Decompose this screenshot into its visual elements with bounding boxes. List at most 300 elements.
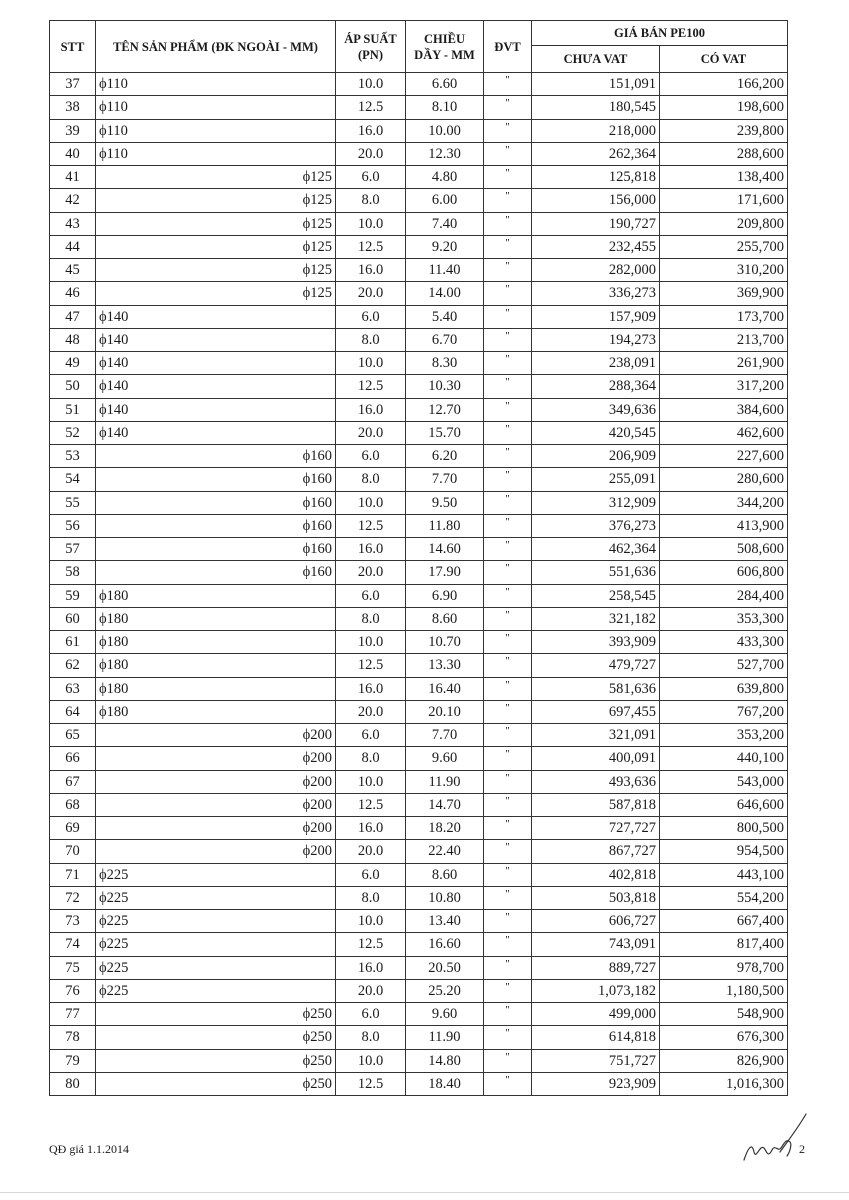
row-unit: " bbox=[484, 979, 532, 1002]
row-stt: 46 bbox=[50, 282, 96, 305]
row-stt: 44 bbox=[50, 235, 96, 258]
row-pressure: 20.0 bbox=[336, 421, 406, 444]
row-price-vat: 261,900 bbox=[660, 352, 788, 375]
row-product-name: ϕ140 bbox=[96, 305, 336, 328]
row-thickness: 16.60 bbox=[406, 933, 484, 956]
row-price-vat: 213,700 bbox=[660, 328, 788, 351]
row-price-no-vat: 312,909 bbox=[532, 491, 660, 514]
row-pressure: 12.5 bbox=[336, 793, 406, 816]
table-row bbox=[50, 445, 788, 468]
row-stt: 77 bbox=[50, 1003, 96, 1026]
row-stt: 75 bbox=[50, 956, 96, 979]
row-price-vat: 198,600 bbox=[660, 96, 788, 119]
row-price-vat: 173,700 bbox=[660, 305, 788, 328]
row-price-no-vat: 697,455 bbox=[532, 700, 660, 723]
row-product-name: ϕ110 bbox=[96, 96, 336, 119]
row-unit: " bbox=[484, 933, 532, 956]
row-product-name: ϕ110 bbox=[96, 119, 336, 142]
row-price-no-vat: 479,727 bbox=[532, 654, 660, 677]
row-unit: " bbox=[484, 491, 532, 514]
row-price-vat: 462,600 bbox=[660, 421, 788, 444]
row-product-name: ϕ200 bbox=[96, 840, 336, 863]
row-product-name: ϕ250 bbox=[96, 1003, 336, 1026]
row-stt: 70 bbox=[50, 840, 96, 863]
row-stt: 55 bbox=[50, 491, 96, 514]
row-price-vat: 227,600 bbox=[660, 445, 788, 468]
row-pressure: 20.0 bbox=[336, 700, 406, 723]
row-pressure: 10.0 bbox=[336, 73, 406, 96]
row-price-vat: 639,800 bbox=[660, 677, 788, 700]
row-thickness: 10.80 bbox=[406, 886, 484, 909]
table-row bbox=[50, 491, 788, 514]
row-unit: " bbox=[484, 817, 532, 840]
row-thickness: 8.60 bbox=[406, 863, 484, 886]
row-price-vat: 527,700 bbox=[660, 654, 788, 677]
row-pressure: 16.0 bbox=[336, 259, 406, 282]
row-stt: 65 bbox=[50, 724, 96, 747]
row-pressure: 12.5 bbox=[336, 235, 406, 258]
row-stt: 38 bbox=[50, 96, 96, 119]
row-price-no-vat: 258,545 bbox=[532, 584, 660, 607]
thickness-header-line2: DẦY - MM bbox=[414, 47, 475, 62]
row-thickness: 12.30 bbox=[406, 142, 484, 165]
row-price-no-vat: 206,909 bbox=[532, 445, 660, 468]
row-thickness: 6.60 bbox=[406, 73, 484, 96]
table-row bbox=[50, 142, 788, 165]
row-price-vat: 667,400 bbox=[660, 910, 788, 933]
row-product-name: ϕ200 bbox=[96, 817, 336, 840]
row-price-no-vat: 587,818 bbox=[532, 793, 660, 816]
row-product-name: ϕ160 bbox=[96, 514, 336, 537]
row-unit: " bbox=[484, 607, 532, 630]
row-unit: " bbox=[484, 724, 532, 747]
row-price-no-vat: 151,091 bbox=[532, 73, 660, 96]
row-product-name: ϕ125 bbox=[96, 259, 336, 282]
table-row bbox=[50, 1003, 788, 1026]
row-unit: " bbox=[484, 863, 532, 886]
row-pressure: 8.0 bbox=[336, 189, 406, 212]
row-stt: 57 bbox=[50, 538, 96, 561]
row-pressure: 10.0 bbox=[336, 631, 406, 654]
row-pressure: 20.0 bbox=[336, 282, 406, 305]
row-thickness: 6.20 bbox=[406, 445, 484, 468]
row-unit: " bbox=[484, 282, 532, 305]
row-price-vat: 443,100 bbox=[660, 863, 788, 886]
row-price-no-vat: 321,182 bbox=[532, 607, 660, 630]
row-product-name: ϕ250 bbox=[96, 1049, 336, 1072]
row-price-no-vat: 923,909 bbox=[532, 1072, 660, 1095]
row-unit: " bbox=[484, 96, 532, 119]
table-row bbox=[50, 1026, 788, 1049]
price-group-header: GIÁ BÁN PE100 bbox=[532, 21, 788, 46]
table-row bbox=[50, 189, 788, 212]
row-product-name: ϕ110 bbox=[96, 142, 336, 165]
row-stt: 79 bbox=[50, 1049, 96, 1072]
row-stt: 76 bbox=[50, 979, 96, 1002]
row-unit: " bbox=[484, 375, 532, 398]
row-product-name: ϕ125 bbox=[96, 212, 336, 235]
table-row bbox=[50, 305, 788, 328]
row-product-name: ϕ160 bbox=[96, 561, 336, 584]
row-price-vat: 255,700 bbox=[660, 235, 788, 258]
row-pressure: 6.0 bbox=[336, 445, 406, 468]
row-price-no-vat: 321,091 bbox=[532, 724, 660, 747]
row-stt: 39 bbox=[50, 119, 96, 142]
row-product-name: ϕ140 bbox=[96, 328, 336, 351]
row-pressure: 20.0 bbox=[336, 840, 406, 863]
row-thickness: 6.90 bbox=[406, 584, 484, 607]
row-thickness: 9.60 bbox=[406, 747, 484, 770]
price-table bbox=[49, 20, 788, 1096]
row-unit: " bbox=[484, 73, 532, 96]
row-product-name: ϕ225 bbox=[96, 956, 336, 979]
table-row bbox=[50, 863, 788, 886]
row-unit: " bbox=[484, 212, 532, 235]
row-price-vat: 543,000 bbox=[660, 770, 788, 793]
table-row bbox=[50, 514, 788, 537]
row-stt: 54 bbox=[50, 468, 96, 491]
table-row bbox=[50, 700, 788, 723]
row-pressure: 16.0 bbox=[336, 817, 406, 840]
row-price-no-vat: 867,727 bbox=[532, 840, 660, 863]
row-pressure: 16.0 bbox=[336, 956, 406, 979]
row-thickness: 11.90 bbox=[406, 1026, 484, 1049]
row-thickness: 4.80 bbox=[406, 166, 484, 189]
row-stt: 78 bbox=[50, 1026, 96, 1049]
row-unit: " bbox=[484, 1049, 532, 1072]
row-pressure: 8.0 bbox=[336, 886, 406, 909]
row-thickness: 18.20 bbox=[406, 817, 484, 840]
table-row bbox=[50, 119, 788, 142]
row-thickness: 14.00 bbox=[406, 282, 484, 305]
row-thickness: 8.10 bbox=[406, 96, 484, 119]
row-price-vat: 646,600 bbox=[660, 793, 788, 816]
row-product-name: ϕ180 bbox=[96, 631, 336, 654]
row-unit: " bbox=[484, 468, 532, 491]
row-thickness: 11.40 bbox=[406, 259, 484, 282]
row-stt: 40 bbox=[50, 142, 96, 165]
row-pressure: 10.0 bbox=[336, 212, 406, 235]
table-row bbox=[50, 607, 788, 630]
row-stt: 37 bbox=[50, 73, 96, 96]
row-price-vat: 676,300 bbox=[660, 1026, 788, 1049]
table-row bbox=[50, 538, 788, 561]
row-product-name: ϕ140 bbox=[96, 352, 336, 375]
row-price-vat: 978,700 bbox=[660, 956, 788, 979]
row-stt: 48 bbox=[50, 328, 96, 351]
row-unit: " bbox=[484, 514, 532, 537]
row-stt: 72 bbox=[50, 886, 96, 909]
row-stt: 51 bbox=[50, 398, 96, 421]
row-thickness: 18.40 bbox=[406, 1072, 484, 1095]
row-unit: " bbox=[484, 189, 532, 212]
row-price-no-vat: 606,727 bbox=[532, 910, 660, 933]
row-pressure: 12.5 bbox=[336, 375, 406, 398]
row-pressure: 16.0 bbox=[336, 677, 406, 700]
row-price-no-vat: 493,636 bbox=[532, 770, 660, 793]
row-pressure: 16.0 bbox=[336, 538, 406, 561]
footer-note: QĐ giá 1.1.2014 bbox=[49, 1142, 129, 1156]
row-pressure: 6.0 bbox=[336, 166, 406, 189]
table-row bbox=[50, 561, 788, 584]
row-price-no-vat: 349,636 bbox=[532, 398, 660, 421]
row-product-name: ϕ125 bbox=[96, 166, 336, 189]
row-price-vat: 344,200 bbox=[660, 491, 788, 514]
row-price-vat: 606,800 bbox=[660, 561, 788, 584]
row-product-name: ϕ140 bbox=[96, 375, 336, 398]
table-row bbox=[50, 96, 788, 119]
row-stt: 52 bbox=[50, 421, 96, 444]
row-stt: 56 bbox=[50, 514, 96, 537]
row-price-no-vat: 402,818 bbox=[532, 863, 660, 886]
row-stt: 42 bbox=[50, 189, 96, 212]
row-unit: " bbox=[484, 700, 532, 723]
row-product-name: ϕ110 bbox=[96, 73, 336, 96]
row-product-name: ϕ180 bbox=[96, 677, 336, 700]
row-stt: 53 bbox=[50, 445, 96, 468]
row-price-no-vat: 751,727 bbox=[532, 1049, 660, 1072]
table-row bbox=[50, 886, 788, 909]
row-unit: " bbox=[484, 1072, 532, 1095]
table-row bbox=[50, 956, 788, 979]
row-price-vat: 239,800 bbox=[660, 119, 788, 142]
row-pressure: 6.0 bbox=[336, 724, 406, 747]
row-thickness: 17.90 bbox=[406, 561, 484, 584]
row-thickness: 10.70 bbox=[406, 631, 484, 654]
row-stt: 61 bbox=[50, 631, 96, 654]
table-row bbox=[50, 817, 788, 840]
col-price-no-vat-header: CHƯA VAT bbox=[532, 46, 660, 73]
row-thickness: 7.70 bbox=[406, 468, 484, 491]
row-price-no-vat: 551,636 bbox=[532, 561, 660, 584]
row-product-name: ϕ250 bbox=[96, 1026, 336, 1049]
row-unit: " bbox=[484, 305, 532, 328]
row-price-no-vat: 232,455 bbox=[532, 235, 660, 258]
row-unit: " bbox=[484, 538, 532, 561]
row-price-vat: 171,600 bbox=[660, 189, 788, 212]
table-row bbox=[50, 468, 788, 491]
row-thickness: 14.80 bbox=[406, 1049, 484, 1072]
thickness-header-line1: CHIỀU bbox=[424, 31, 465, 46]
row-product-name: ϕ200 bbox=[96, 770, 336, 793]
row-price-vat: 288,600 bbox=[660, 142, 788, 165]
row-price-no-vat: 125,818 bbox=[532, 166, 660, 189]
row-thickness: 11.80 bbox=[406, 514, 484, 537]
row-unit: " bbox=[484, 886, 532, 909]
col-price-vat-header: CÓ VAT bbox=[660, 46, 788, 73]
row-stt: 64 bbox=[50, 700, 96, 723]
row-thickness: 9.60 bbox=[406, 1003, 484, 1026]
table-row bbox=[50, 235, 788, 258]
row-price-no-vat: 727,727 bbox=[532, 817, 660, 840]
table-row bbox=[50, 375, 788, 398]
col-stt-header: STT bbox=[50, 21, 96, 73]
row-pressure: 8.0 bbox=[336, 1026, 406, 1049]
row-unit: " bbox=[484, 770, 532, 793]
row-product-name: ϕ200 bbox=[96, 724, 336, 747]
row-thickness: 12.70 bbox=[406, 398, 484, 421]
table-row bbox=[50, 584, 788, 607]
row-unit: " bbox=[484, 352, 532, 375]
row-stt: 74 bbox=[50, 933, 96, 956]
row-unit: " bbox=[484, 747, 532, 770]
row-price-vat: 284,400 bbox=[660, 584, 788, 607]
row-thickness: 14.70 bbox=[406, 793, 484, 816]
price-sheet bbox=[49, 20, 787, 1096]
table-row bbox=[50, 933, 788, 956]
table-row bbox=[50, 654, 788, 677]
col-unit-header: ĐVT bbox=[484, 21, 532, 73]
row-price-no-vat: 614,818 bbox=[532, 1026, 660, 1049]
row-thickness: 6.70 bbox=[406, 328, 484, 351]
row-pressure: 6.0 bbox=[336, 863, 406, 886]
row-unit: " bbox=[484, 259, 532, 282]
row-pressure: 6.0 bbox=[336, 1003, 406, 1026]
row-stt: 41 bbox=[50, 166, 96, 189]
row-stt: 47 bbox=[50, 305, 96, 328]
row-product-name: ϕ225 bbox=[96, 979, 336, 1002]
table-row bbox=[50, 770, 788, 793]
row-price-no-vat: 581,636 bbox=[532, 677, 660, 700]
row-pressure: 8.0 bbox=[336, 468, 406, 491]
page-number: 2 bbox=[799, 1142, 805, 1156]
row-price-no-vat: 288,364 bbox=[532, 375, 660, 398]
row-price-no-vat: 190,727 bbox=[532, 212, 660, 235]
row-unit: " bbox=[484, 654, 532, 677]
row-unit: " bbox=[484, 328, 532, 351]
row-pressure: 20.0 bbox=[336, 561, 406, 584]
row-price-no-vat: 194,273 bbox=[532, 328, 660, 351]
table-row bbox=[50, 352, 788, 375]
row-product-name: ϕ225 bbox=[96, 886, 336, 909]
handwritten-signature bbox=[740, 1108, 810, 1168]
row-price-vat: 353,300 bbox=[660, 607, 788, 630]
table-row bbox=[50, 1072, 788, 1095]
row-price-no-vat: 255,091 bbox=[532, 468, 660, 491]
row-price-no-vat: 376,273 bbox=[532, 514, 660, 537]
row-thickness: 13.30 bbox=[406, 654, 484, 677]
row-pressure: 12.5 bbox=[336, 1072, 406, 1095]
row-stt: 49 bbox=[50, 352, 96, 375]
row-stt: 62 bbox=[50, 654, 96, 677]
table-row bbox=[50, 73, 788, 96]
row-unit: " bbox=[484, 1003, 532, 1026]
row-price-no-vat: 503,818 bbox=[532, 886, 660, 909]
row-stt: 71 bbox=[50, 863, 96, 886]
row-pressure: 12.5 bbox=[336, 933, 406, 956]
pressure-header-line1: ÁP SUẤT bbox=[344, 31, 397, 46]
table-row bbox=[50, 910, 788, 933]
row-price-no-vat: 499,000 bbox=[532, 1003, 660, 1026]
col-pressure-header bbox=[336, 21, 406, 73]
table-row bbox=[50, 282, 788, 305]
table-row bbox=[50, 259, 788, 282]
table-body bbox=[50, 73, 788, 1096]
row-product-name: ϕ200 bbox=[96, 747, 336, 770]
row-product-name: ϕ225 bbox=[96, 933, 336, 956]
row-thickness: 7.40 bbox=[406, 212, 484, 235]
row-unit: " bbox=[484, 840, 532, 863]
row-product-name: ϕ180 bbox=[96, 607, 336, 630]
col-name-header: TÊN SẢN PHẨM (ĐK NGOÀI - MM) bbox=[96, 21, 336, 73]
row-price-vat: 1,180,500 bbox=[660, 979, 788, 1002]
row-pressure: 20.0 bbox=[336, 979, 406, 1002]
row-thickness: 10.00 bbox=[406, 119, 484, 142]
row-price-no-vat: 180,545 bbox=[532, 96, 660, 119]
table-row bbox=[50, 1049, 788, 1072]
table-row bbox=[50, 212, 788, 235]
row-pressure: 10.0 bbox=[336, 491, 406, 514]
row-unit: " bbox=[484, 166, 532, 189]
row-product-name: ϕ140 bbox=[96, 398, 336, 421]
row-unit: " bbox=[484, 677, 532, 700]
row-product-name: ϕ180 bbox=[96, 584, 336, 607]
row-pressure: 8.0 bbox=[336, 607, 406, 630]
row-price-vat: 413,900 bbox=[660, 514, 788, 537]
row-pressure: 10.0 bbox=[336, 770, 406, 793]
row-stt: 45 bbox=[50, 259, 96, 282]
table-row bbox=[50, 677, 788, 700]
row-price-vat: 209,800 bbox=[660, 212, 788, 235]
row-price-vat: 1,016,300 bbox=[660, 1072, 788, 1095]
row-product-name: ϕ160 bbox=[96, 538, 336, 561]
row-thickness: 11.90 bbox=[406, 770, 484, 793]
row-pressure: 8.0 bbox=[336, 747, 406, 770]
row-unit: " bbox=[484, 561, 532, 584]
row-price-vat: 280,600 bbox=[660, 468, 788, 491]
row-price-no-vat: 218,000 bbox=[532, 119, 660, 142]
table-header bbox=[50, 21, 788, 73]
row-product-name: ϕ140 bbox=[96, 421, 336, 444]
row-price-vat: 548,900 bbox=[660, 1003, 788, 1026]
row-product-name: ϕ160 bbox=[96, 445, 336, 468]
row-price-vat: 317,200 bbox=[660, 375, 788, 398]
row-stt: 67 bbox=[50, 770, 96, 793]
row-thickness: 15.70 bbox=[406, 421, 484, 444]
row-thickness: 13.40 bbox=[406, 910, 484, 933]
row-pressure: 6.0 bbox=[336, 584, 406, 607]
row-price-vat: 800,500 bbox=[660, 817, 788, 840]
row-thickness: 20.10 bbox=[406, 700, 484, 723]
table-row bbox=[50, 793, 788, 816]
row-price-no-vat: 889,727 bbox=[532, 956, 660, 979]
row-stt: 80 bbox=[50, 1072, 96, 1095]
row-thickness: 5.40 bbox=[406, 305, 484, 328]
row-pressure: 10.0 bbox=[336, 352, 406, 375]
row-price-no-vat: 156,000 bbox=[532, 189, 660, 212]
row-pressure: 16.0 bbox=[336, 119, 406, 142]
row-unit: " bbox=[484, 910, 532, 933]
row-thickness: 16.40 bbox=[406, 677, 484, 700]
row-price-vat: 369,900 bbox=[660, 282, 788, 305]
row-thickness: 9.50 bbox=[406, 491, 484, 514]
row-product-name: ϕ160 bbox=[96, 491, 336, 514]
row-stt: 59 bbox=[50, 584, 96, 607]
row-price-vat: 954,500 bbox=[660, 840, 788, 863]
row-thickness: 9.20 bbox=[406, 235, 484, 258]
row-pressure: 10.0 bbox=[336, 1049, 406, 1072]
row-thickness: 8.60 bbox=[406, 607, 484, 630]
table-row bbox=[50, 747, 788, 770]
row-stt: 69 bbox=[50, 817, 96, 840]
table-row bbox=[50, 421, 788, 444]
row-stt: 43 bbox=[50, 212, 96, 235]
row-price-vat: 508,600 bbox=[660, 538, 788, 561]
row-stt: 60 bbox=[50, 607, 96, 630]
row-price-vat: 817,400 bbox=[660, 933, 788, 956]
row-price-vat: 138,400 bbox=[660, 166, 788, 189]
row-price-no-vat: 336,273 bbox=[532, 282, 660, 305]
